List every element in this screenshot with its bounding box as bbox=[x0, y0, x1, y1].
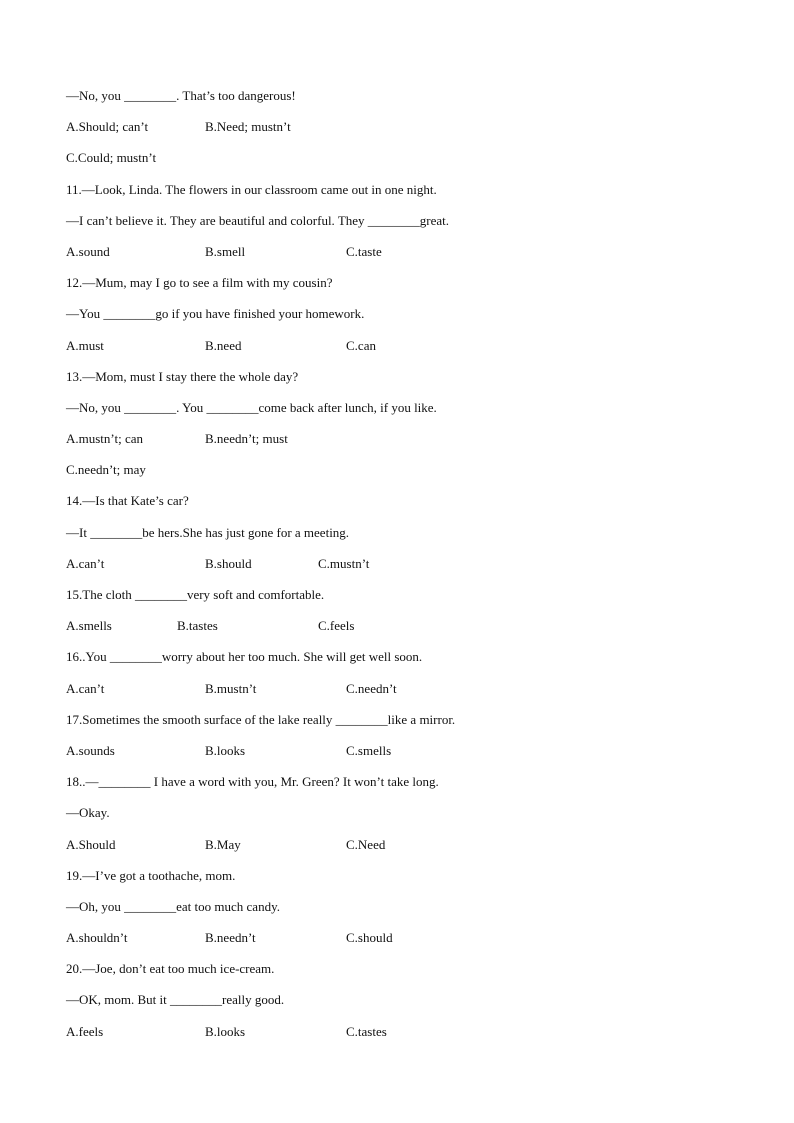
answer-option: B.needn’t bbox=[205, 930, 256, 946]
answer-option: C.Could; mustn’t bbox=[66, 150, 157, 166]
options-row bbox=[66, 117, 756, 148]
options-row bbox=[66, 928, 756, 959]
question-line: 15.The cloth ________very soft and comfortable. bbox=[66, 587, 325, 602]
question-line: 11.—Look, Linda. The flowers in our classroom came out in one night. bbox=[66, 181, 437, 197]
options-row bbox=[66, 554, 756, 585]
question-line: —You ________go if you have finished your homework. bbox=[66, 306, 365, 322]
options-row bbox=[66, 679, 756, 710]
question-line: 16..You ________worry about her too much. She will get well soon. bbox=[66, 649, 423, 665]
options-row bbox=[66, 1022, 756, 1053]
options-row bbox=[66, 741, 756, 772]
answer-option: C.smells bbox=[346, 742, 392, 758]
answer-option: B.should bbox=[205, 555, 252, 571]
question-line: 17.Sometimes the smooth surface of the lake really ________like a mirror. bbox=[66, 711, 456, 727]
answer-option: B.need bbox=[205, 337, 242, 353]
question-line: 20.—Joe, don’t eat too much ice-cream. bbox=[66, 961, 275, 977]
question-line: 13.—Mom, must I stay there the whole day? bbox=[66, 368, 299, 384]
answer-option: A.must bbox=[66, 337, 104, 353]
question-line: —OK, mom. But it ________really good. bbox=[66, 992, 285, 1008]
question-line: —No, you ________. You ________come back after lunch, if you like. bbox=[66, 399, 437, 415]
answer-option: A.feels bbox=[66, 1023, 104, 1039]
question-line: —Okay. bbox=[66, 805, 110, 821]
answer-option: A.Should; can’t bbox=[66, 119, 149, 135]
answer-option: B.May bbox=[205, 836, 241, 852]
options-row bbox=[66, 616, 756, 647]
options-row bbox=[66, 148, 756, 179]
answer-option: A.can’t bbox=[66, 555, 105, 571]
options-row bbox=[66, 242, 756, 273]
answer-option: C.should bbox=[346, 930, 393, 946]
answer-option: A.Should bbox=[66, 836, 116, 852]
answer-option: C.can bbox=[346, 337, 376, 353]
answer-option: A.mustn’t; can bbox=[66, 431, 144, 447]
answer-option: B.mustn’t bbox=[205, 680, 257, 696]
question-line: —Oh, you ________eat too much candy. bbox=[66, 898, 280, 914]
answer-option: B.looks bbox=[205, 1023, 246, 1039]
answer-option: C.needn’t bbox=[346, 680, 397, 696]
answer-option: C.feels bbox=[318, 618, 355, 634]
answer-option: C.Need bbox=[346, 836, 386, 852]
answer-option: B.smell bbox=[205, 243, 246, 259]
answer-option: A.sounds bbox=[66, 742, 115, 758]
answer-option: C.taste bbox=[346, 243, 382, 259]
answer-option: B.looks bbox=[205, 742, 246, 758]
answer-option: B.tastes bbox=[177, 618, 218, 634]
question-line: 12.—Mum, may I go to see a film with my cousin? bbox=[66, 275, 333, 291]
answer-option: A.smells bbox=[66, 618, 112, 634]
answer-option: B.Need; mustn’t bbox=[205, 119, 291, 135]
answer-option: A.shouldn’t bbox=[66, 930, 128, 946]
options-row bbox=[66, 835, 756, 866]
question-line: —No, you ________. That’s too dangerous! bbox=[66, 88, 296, 103]
options-row bbox=[66, 336, 756, 367]
options-row bbox=[66, 460, 756, 491]
question-line: 19.—I’ve got a toothache, mom. bbox=[66, 867, 236, 883]
answer-option: A.sound bbox=[66, 243, 110, 259]
question-line: 18..—________ I have a word with you, Mr. Green? It won’t take long. bbox=[66, 774, 439, 790]
answer-option: B.needn’t; must bbox=[205, 431, 288, 447]
answer-option: C.mustn’t bbox=[318, 555, 370, 571]
answer-option: C.needn’t; may bbox=[66, 462, 146, 478]
question-line: —I can’t believe it. They are beautiful and colorful. They ________great. bbox=[66, 212, 450, 228]
question-line: 14.—Is that Kate’s car? bbox=[66, 493, 189, 509]
answer-option: C.tastes bbox=[346, 1023, 387, 1039]
document-page bbox=[66, 86, 756, 1053]
options-row bbox=[66, 429, 756, 460]
question-line: —It ________be hers.She has just gone for a meeting. bbox=[66, 524, 350, 540]
answer-option: A.can’t bbox=[66, 680, 105, 696]
